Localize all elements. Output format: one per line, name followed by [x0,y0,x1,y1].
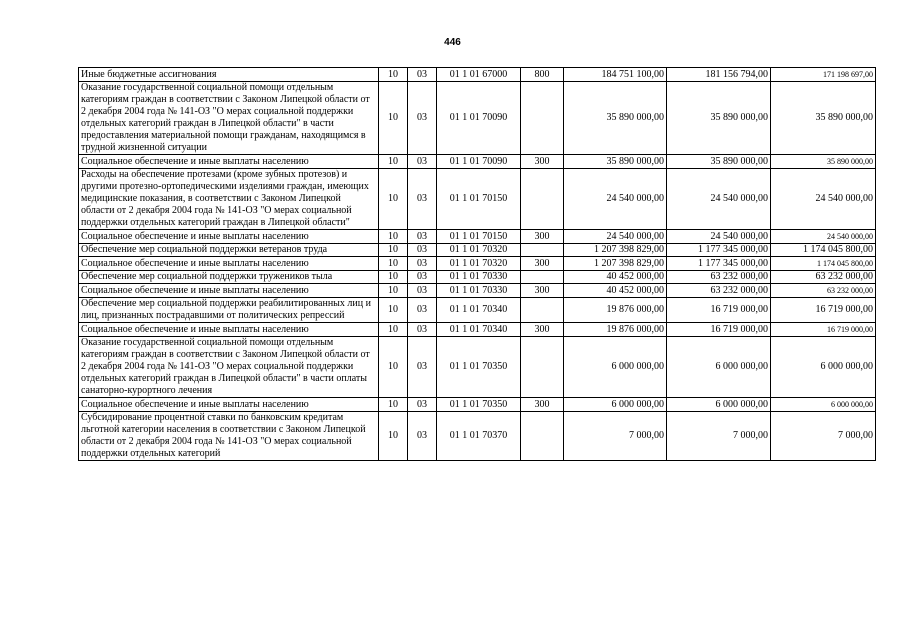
amount-year2-cell: 6 000 000,00 [667,398,771,412]
section-code-cell: 10 [379,230,408,244]
subsection-code-cell: 03 [408,284,437,298]
expense-type-cell: 300 [521,230,564,244]
expense-type-cell: 800 [521,68,564,82]
section-code-cell: 10 [379,155,408,169]
section-code-cell: 10 [379,257,408,271]
section-code-cell: 10 [379,298,408,323]
amount-year3-cell: 35 890 000,00 [771,155,876,169]
expense-name-cell: Обеспечение мер социальной поддержки ветеранов труда [79,244,379,257]
expense-name-cell: Обеспечение мер социальной поддержки реабилитированных лиц и лиц, признанных пострадавшими от политических репрессий [79,298,379,323]
expense-name-cell: Обеспечение мер социальной поддержки тружеников тыла [79,271,379,284]
amount-year1-cell: 184 751 100,00 [564,68,667,82]
amount-year3-cell: 24 540 000,00 [771,169,876,230]
expense-type-cell: 300 [521,284,564,298]
amount-year3-cell: 63 232 000,00 [771,271,876,284]
expense-name-cell: Оказание государственной социальной помощи отдельным категориям граждан в соответствии с Законом Липецкой области от 2 декабря 2004 года № 141-ОЗ "О мерах социальной поддержки отдельных категорий граждан в Липецкой области" в части оплаты санаторно-курортного лечения [79,337,379,398]
amount-year1-cell: 40 452 000,00 [564,271,667,284]
expense-type-cell: 300 [521,323,564,337]
section-code-cell: 10 [379,323,408,337]
amount-year1-cell: 35 890 000,00 [564,82,667,155]
amount-year2-cell: 16 719 000,00 [667,298,771,323]
amount-year3-cell: 63 232 000,00 [771,284,876,298]
expense-name-cell: Социальное обеспечение и иные выплаты населению [79,230,379,244]
expense-type-cell: 300 [521,398,564,412]
target-article-cell: 01 1 01 70150 [437,230,521,244]
amount-year3-cell: 24 540 000,00 [771,230,876,244]
expense-type-cell: 300 [521,257,564,271]
section-code-cell: 10 [379,244,408,257]
subsection-code-cell: 03 [408,412,437,461]
subsection-code-cell: 03 [408,298,437,323]
amount-year1-cell: 35 890 000,00 [564,155,667,169]
target-article-cell: 01 1 01 70370 [437,412,521,461]
amount-year2-cell: 1 177 345 000,00 [667,257,771,271]
table-row [79,398,876,412]
subsection-code-cell: 03 [408,169,437,230]
expense-type-cell [521,82,564,155]
table-row [79,271,876,284]
table-row [79,230,876,244]
expense-name-cell: Иные бюджетные ассигнования [79,68,379,82]
section-code-cell: 10 [379,337,408,398]
subsection-code-cell: 03 [408,257,437,271]
expense-type-cell [521,337,564,398]
amount-year3-cell: 6 000 000,00 [771,337,876,398]
amount-year1-cell: 19 876 000,00 [564,298,667,323]
target-article-cell: 01 1 01 70150 [437,169,521,230]
amount-year3-cell: 1 174 045 800,00 [771,257,876,271]
subsection-code-cell: 03 [408,398,437,412]
expense-type-cell [521,169,564,230]
amount-year1-cell: 1 207 398 829,00 [564,257,667,271]
amount-year3-cell: 171 198 697,00 [771,68,876,82]
target-article-cell: 01 1 01 70330 [437,271,521,284]
amount-year3-cell: 16 719 000,00 [771,298,876,323]
expense-name-cell: Оказание государственной социальной помощи отдельным категориям граждан в соответствии с Законом Липецкой области от 2 декабря 2004 года № 141-ОЗ "О мерах социальной поддержки отдельных категорий граждан в Липецкой области" в части предоставления материальной помощи гражданам, находящимся в трудной жизненной ситуации [79,82,379,155]
table-row [79,155,876,169]
amount-year1-cell: 7 000,00 [564,412,667,461]
amount-year2-cell: 6 000 000,00 [667,337,771,398]
section-code-cell: 10 [379,68,408,82]
amount-year3-cell: 16 719 000,00 [771,323,876,337]
target-article-cell: 01 1 01 70090 [437,82,521,155]
section-code-cell: 10 [379,82,408,155]
amount-year2-cell: 35 890 000,00 [667,82,771,155]
amount-year3-cell: 35 890 000,00 [771,82,876,155]
amount-year2-cell: 1 177 345 000,00 [667,244,771,257]
table-row [79,82,876,155]
subsection-code-cell: 03 [408,68,437,82]
subsection-code-cell: 03 [408,271,437,284]
page-number: 446 [444,37,461,48]
amount-year2-cell: 181 156 794,00 [667,68,771,82]
section-code-cell: 10 [379,169,408,230]
table-row [79,337,876,398]
amount-year1-cell: 6 000 000,00 [564,398,667,412]
budget-table [78,67,876,461]
target-article-cell: 01 1 01 67000 [437,68,521,82]
expense-name-cell: Социальное обеспечение и иные выплаты населению [79,284,379,298]
expense-name-cell: Субсидирование процентной ставки по банковским кредитам льготной категории населения в соответствии с Законом Липецкой области от 2 декабря 2004 года № 141-ОЗ "О мерах социальной поддержки отдельных категорий [79,412,379,461]
section-code-cell: 10 [379,412,408,461]
amount-year3-cell: 7 000,00 [771,412,876,461]
amount-year1-cell: 24 540 000,00 [564,169,667,230]
table-row [79,412,876,461]
amount-year2-cell: 24 540 000,00 [667,169,771,230]
amount-year2-cell: 7 000,00 [667,412,771,461]
target-article-cell: 01 1 01 70320 [437,244,521,257]
subsection-code-cell: 03 [408,323,437,337]
target-article-cell: 01 1 01 70330 [437,284,521,298]
section-code-cell: 10 [379,284,408,298]
expense-type-cell [521,298,564,323]
amount-year1-cell: 19 876 000,00 [564,323,667,337]
target-article-cell: 01 1 01 70340 [437,298,521,323]
section-code-cell: 10 [379,398,408,412]
subsection-code-cell: 03 [408,155,437,169]
expense-name-cell: Расходы на обеспечение протезами (кроме зубных протезов) и другими протезно-ортопедическими изделиями граждан, имеющих медицинские показания, в соответствии с Законом Липецкой области от 2 декабря 2004 года № 141-ОЗ "О мерах социальной поддержки отдельных категорий граждан в Липецкой области" [79,169,379,230]
subsection-code-cell: 03 [408,82,437,155]
target-article-cell: 01 1 01 70350 [437,398,521,412]
expense-name-cell: Социальное обеспечение и иные выплаты населению [79,398,379,412]
table-row [79,284,876,298]
section-code-cell: 10 [379,271,408,284]
expense-name-cell: Социальное обеспечение и иные выплаты населению [79,323,379,337]
target-article-cell: 01 1 01 70090 [437,155,521,169]
amount-year1-cell: 1 207 398 829,00 [564,244,667,257]
table-row [79,257,876,271]
amount-year1-cell: 24 540 000,00 [564,230,667,244]
subsection-code-cell: 03 [408,244,437,257]
subsection-code-cell: 03 [408,230,437,244]
amount-year2-cell: 16 719 000,00 [667,323,771,337]
table-body [79,68,876,461]
table-row [79,169,876,230]
amount-year2-cell: 24 540 000,00 [667,230,771,244]
expense-name-cell: Социальное обеспечение и иные выплаты населению [79,257,379,271]
amount-year2-cell: 63 232 000,00 [667,284,771,298]
amount-year3-cell: 6 000 000,00 [771,398,876,412]
amount-year1-cell: 6 000 000,00 [564,337,667,398]
target-article-cell: 01 1 01 70350 [437,337,521,398]
amount-year2-cell: 35 890 000,00 [667,155,771,169]
expense-type-cell [521,244,564,257]
expense-type-cell: 300 [521,155,564,169]
table-row [79,244,876,257]
amount-year3-cell: 1 174 045 800,00 [771,244,876,257]
target-article-cell: 01 1 01 70340 [437,323,521,337]
table-row [79,298,876,323]
expense-name-cell: Социальное обеспечение и иные выплаты населению [79,155,379,169]
amount-year2-cell: 63 232 000,00 [667,271,771,284]
target-article-cell: 01 1 01 70320 [437,257,521,271]
amount-year1-cell: 40 452 000,00 [564,284,667,298]
table-row [79,68,876,82]
expense-type-cell [521,412,564,461]
table-row [79,323,876,337]
subsection-code-cell: 03 [408,337,437,398]
expense-type-cell [521,271,564,284]
